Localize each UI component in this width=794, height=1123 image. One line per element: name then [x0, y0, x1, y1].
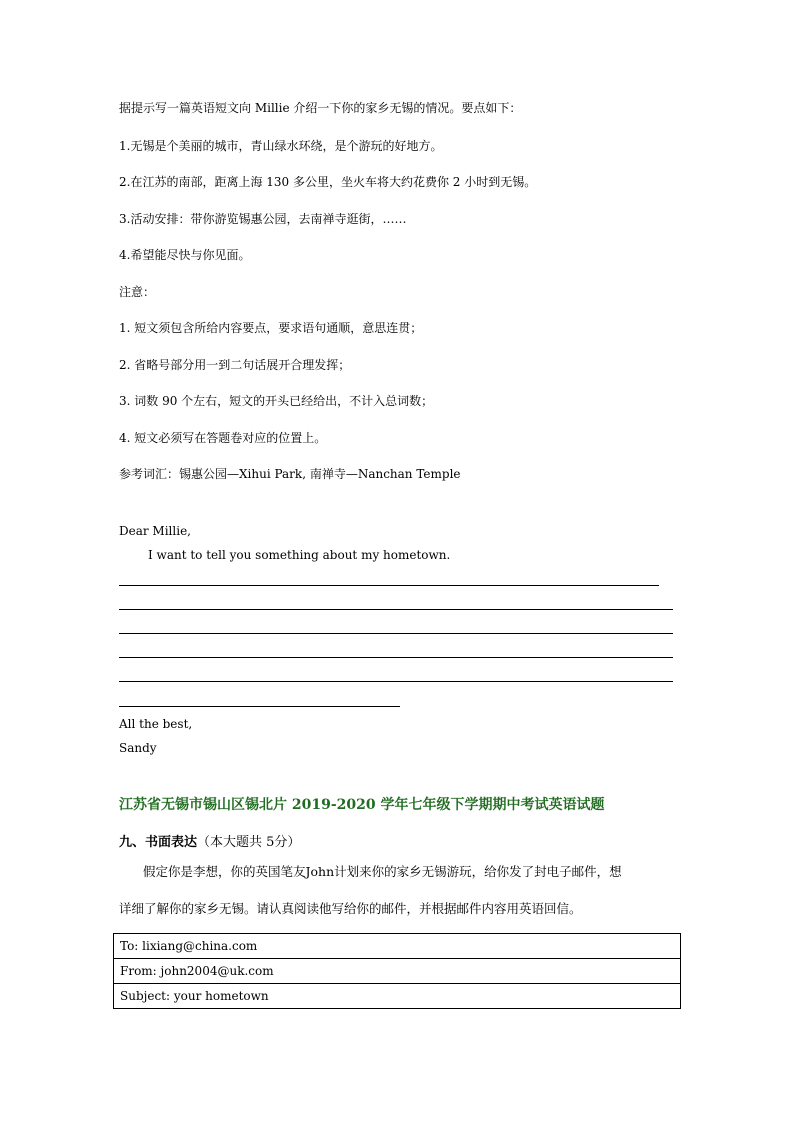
note-2: 2. 省略号部分用一到二句话展开合理发挥；: [119, 358, 351, 372]
letter-signature: Sandy: [119, 741, 157, 755]
note-1: 1. 短文须包含所给内容要点，要求语句通顺，意思连贯；: [119, 321, 423, 335]
prompt-point-4: 4.希望能尽快与你见面。: [119, 248, 251, 262]
email-to-row: [114, 934, 681, 959]
answer-line[interactable]: [119, 609, 673, 610]
prompt-point-3: 3.活动安排：带你游览锡惠公园，去南禅寺逛街，……: [119, 212, 407, 226]
email-subject: Subject: your hometown: [114, 984, 681, 1009]
email-to: To: lixiang@china.com: [114, 934, 681, 959]
email-header-table: [113, 933, 681, 1009]
section-heading-score: （本大题共 5分）: [197, 835, 301, 850]
email-from: From: john2004@uk.com: [114, 959, 681, 984]
answer-line[interactable]: [119, 681, 673, 682]
email-from-row: [114, 959, 681, 984]
task-paragraph-line-2: 详细了解你的家乡无锡。请认真阅读他写给你的邮件，并根据邮件内容用英语回信。: [119, 901, 582, 916]
letter-closing: All the best,: [119, 717, 193, 731]
note-3: 3. 词数 90 个左右，短文的开头已经给出，不计入总词数；: [119, 394, 434, 408]
email-subject-row: [114, 984, 681, 1009]
letter-salutation: Dear Millie,: [119, 524, 191, 538]
answer-line[interactable]: [119, 706, 400, 707]
section-heading-bold: 九、书面表达: [119, 835, 198, 850]
exam-title: 江苏省无锡市锡山区锡北片 2019-2020 学年七年级下学期期中考试英语试题: [119, 797, 605, 813]
letter-opening: I want to tell you something about my hometown.: [148, 548, 451, 562]
answer-line[interactable]: [119, 657, 673, 658]
answer-line[interactable]: [119, 633, 673, 634]
prompt-intro: 据提示写一篇英语短文向 Millie 介绍一下你的家乡无锡的情况。要点如下：: [119, 101, 522, 115]
section-heading: [119, 834, 300, 852]
note-4: 4. 短文必须写在答题卷对应的位置上。: [119, 431, 327, 445]
prompt-point-1: 1.无锡是个美丽的城市，青山绿水环绕，是个游玩的好地方。: [119, 139, 443, 153]
note-heading: 注意：: [119, 285, 156, 299]
vocab-hint: 参考词汇：锡惠公园—Xihui Park, 南禅寺—Nanchan Temple: [119, 467, 461, 481]
task-paragraph-line-1: 假定你是李想，你的英国笔友John计划来你的家乡无锡游玩，给你发了封电子邮件，想: [143, 864, 622, 879]
prompt-point-2: 2.在江苏的南部，距离上海 130 多公里，坐火车将大约花费你 2 小时到无锡。: [119, 175, 537, 189]
answer-line[interactable]: [119, 585, 659, 586]
